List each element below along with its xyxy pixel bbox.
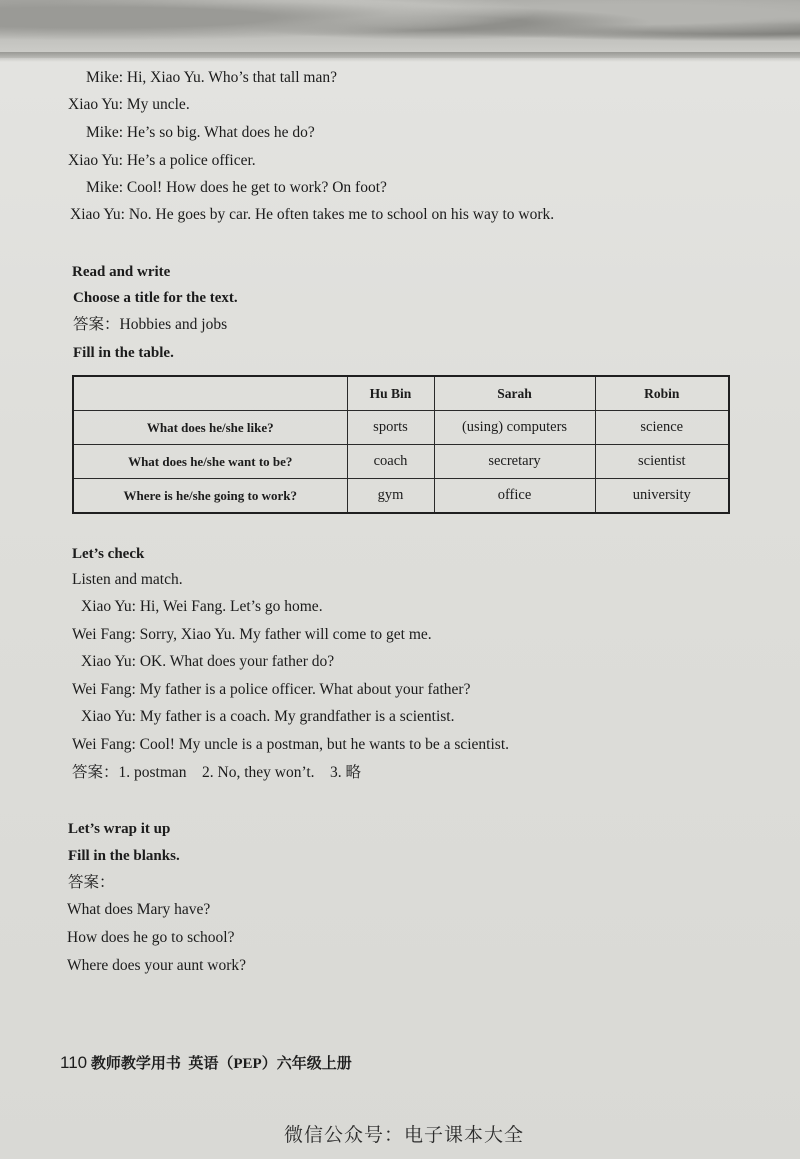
- task-instruction: Listen and match.: [72, 571, 183, 588]
- table-cell: gym: [347, 479, 434, 514]
- dialogue-line: [68, 151, 256, 171]
- page-number: 110: [60, 1053, 88, 1072]
- table-header-row: [73, 376, 729, 411]
- utterance: Hi, Wei Fang. Let’s go home.: [139, 598, 323, 615]
- dialogue-line: [68, 95, 190, 115]
- utterance: Hi, Xiao Yu. Who’s that tall man?: [126, 69, 337, 86]
- speaker: Wei Fang:: [72, 736, 136, 753]
- answer-item: What does Mary have?: [67, 901, 211, 918]
- book-title: 教师教学用书 英语（PEP）六年级上册: [90, 1056, 352, 1072]
- answer-item: Where does your aunt work?: [67, 957, 247, 974]
- watermark-text: 微信公众号：电子课本大全: [284, 1124, 525, 1146]
- dialogue-line: [86, 68, 337, 88]
- table-row: [73, 479, 729, 514]
- header-cell: [73, 376, 347, 411]
- task-instruction: Fill in the table.: [73, 345, 174, 361]
- dialogue-line: [86, 178, 387, 198]
- dialogue-line: [70, 205, 554, 225]
- dialogue-line: [72, 625, 432, 645]
- dialogue-line: [86, 123, 315, 143]
- row-question: What does he/she like?: [73, 411, 347, 445]
- speaker: Mike:: [86, 179, 124, 196]
- answer-text: 答案：Hobbies and jobs: [73, 316, 228, 333]
- page-footer: [60, 1052, 352, 1073]
- section-heading: Let’s check: [72, 546, 145, 562]
- row-question: Where is he/she going to work?: [73, 479, 347, 514]
- speaker: Xiao Yu:: [68, 96, 123, 113]
- jobs-table: [72, 375, 730, 514]
- task-instruction: Fill in the blanks.: [68, 848, 180, 864]
- table-cell: university: [595, 479, 729, 514]
- speaker: Wei Fang:: [72, 626, 136, 643]
- dialogue-line: [81, 652, 334, 672]
- speaker: Xiao Yu:: [81, 653, 136, 670]
- table-row: [73, 411, 729, 445]
- header-cell: Hu Bin: [347, 376, 434, 411]
- dialogue-line: [72, 735, 509, 755]
- answer-text: 答案：1. postman 2. No, they won’t. 3. 略: [72, 764, 362, 781]
- utterance: He’s so big. What does he do?: [126, 124, 315, 141]
- table-cell: secretary: [434, 445, 595, 479]
- table-cell: coach: [347, 445, 434, 479]
- table-cell: science: [595, 411, 729, 445]
- utterance: Cool! How does he get to work? On foot?: [126, 179, 387, 196]
- table-cell: (using) computers: [434, 411, 595, 445]
- speaker: Xiao Yu:: [70, 206, 125, 223]
- row-question: What does he/she want to be?: [73, 445, 347, 479]
- dialogue-line: [81, 707, 454, 727]
- answer-label: 答案：: [68, 874, 115, 891]
- speaker: Wei Fang:: [72, 681, 136, 698]
- section-heading: Let’s wrap it up: [68, 821, 171, 837]
- header-cell: Robin: [595, 376, 729, 411]
- utterance: OK. What does your father do?: [139, 653, 335, 670]
- speaker: Xiao Yu:: [81, 708, 136, 725]
- speaker: Mike:: [86, 69, 124, 86]
- utterance: My father is a coach. My grandfather is a scientist.: [139, 708, 455, 725]
- table-cell: scientist: [595, 445, 729, 479]
- decorative-floral-banner: [0, 0, 800, 58]
- answer-item: How does he go to school?: [67, 929, 235, 946]
- speaker: Xiao Yu:: [81, 598, 136, 615]
- table-cell: office: [434, 479, 595, 514]
- table-cell: sports: [347, 411, 434, 445]
- task-instruction: Choose a title for the text.: [73, 290, 238, 306]
- utterance: Cool! My uncle is a postman, but he wants to be a scientist.: [139, 736, 509, 753]
- utterance: No. He goes by car. He often takes me to school on his way to work.: [128, 206, 555, 223]
- utterance: My uncle.: [126, 96, 190, 113]
- utterance: Sorry, Xiao Yu. My father will come to get me.: [139, 626, 432, 643]
- section-heading: Read and write: [72, 264, 171, 280]
- dialogue-line: [81, 597, 323, 617]
- speaker: Mike:: [86, 124, 124, 141]
- dialogue-line: [72, 680, 470, 700]
- banner-shadow: [0, 52, 800, 62]
- utterance: My father is a police officer. What about your father?: [139, 681, 471, 698]
- table-row: [73, 445, 729, 479]
- utterance: He’s a police officer.: [126, 152, 256, 169]
- header-cell: Sarah: [434, 376, 595, 411]
- speaker: Xiao Yu:: [68, 152, 123, 169]
